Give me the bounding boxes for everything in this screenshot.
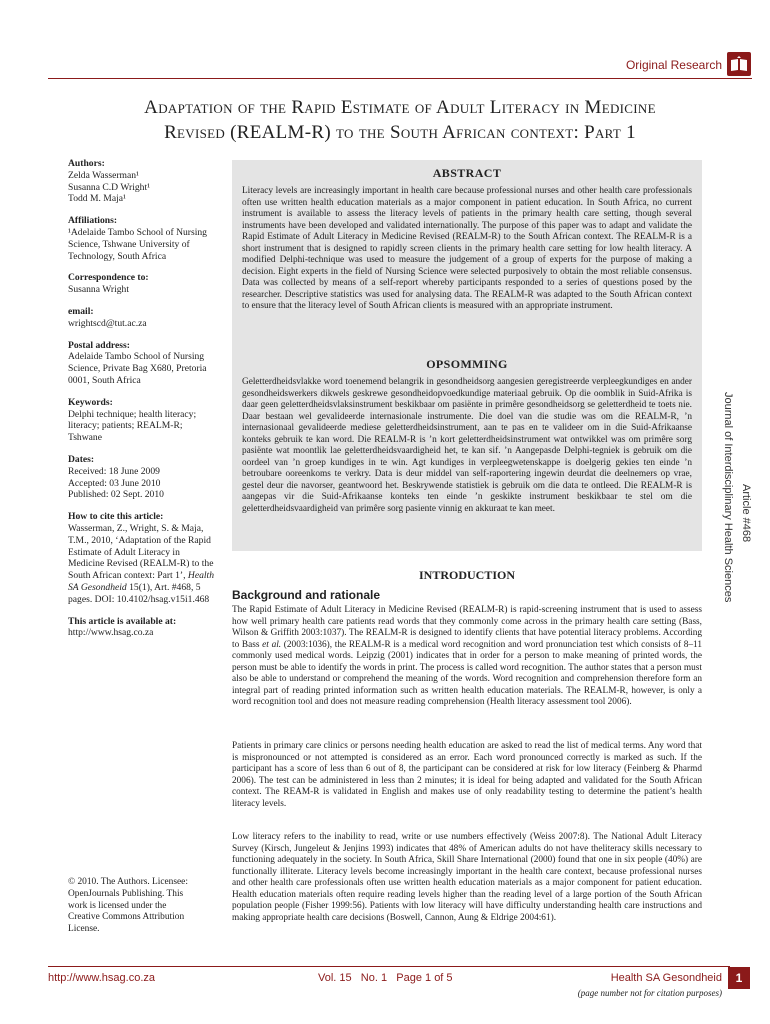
postal-address: Adelaide Tambo School of Nursing Science, Private Bag X680, Pretoria 0001, South Africa	[68, 351, 207, 386]
footer-citation-note: (page number not for citation purposes)	[577, 988, 722, 998]
keywords-text: Delphi technique; health literacy; literacy; patients; REALM-R; Tshwane	[68, 408, 197, 444]
opsomming-box	[232, 351, 702, 551]
correspondence-block	[68, 272, 218, 296]
introduction-heading: INTRODUCTION	[418, 568, 515, 582]
postal-label: Postal address:	[68, 339, 130, 351]
author-name: Susanna C.D Wright¹	[68, 181, 150, 193]
opsomming-heading: OPSOMMING	[426, 357, 508, 371]
paragraph-text: The Rapid Estimate of Adult Literacy in Medicine Revised (REALM-R) is rapid-screening instrument that is used to assess how well primary health care patients read words that they commonly come across in the primary health care setting (Bass, Wilson & Griffith 2003:1037). The REALM-R is designed to identify clients that have potential literacy problems. According to Bass	[232, 605, 702, 650]
author-name: Zelda Wasserman¹	[68, 169, 139, 181]
authors-block	[68, 158, 218, 205]
background-subheading: Background and rationale	[232, 588, 381, 602]
citation-text	[68, 523, 218, 606]
affiliations-block	[68, 215, 218, 262]
availability-url[interactable]: http://www.hsag.co.za	[68, 627, 154, 639]
title-line-1: Adaptation of the Rapid Estimate of Adult Literacy in Medicine	[144, 97, 656, 118]
authors-label: Authors:	[68, 158, 105, 169]
article-number-vertical: Article #468	[740, 484, 752, 543]
dates-block	[68, 454, 218, 501]
affiliation-text: ¹Adelaide Tambo School of Nursing Science, Tshwane University of Technology, South Africa	[68, 226, 207, 262]
email-address[interactable]: wrightscd@tut.ac.za	[68, 317, 147, 329]
affiliations-label: Affiliations:	[68, 215, 118, 227]
open-book-logo-icon	[727, 52, 751, 76]
section-label: Original Research	[625, 58, 722, 72]
abstract-heading: ABSTRACT	[432, 166, 502, 180]
citation-label: How to cite this article:	[68, 511, 164, 523]
citation-post: 15(1), Art. #468, 5 pages. DOI: 10.4102/hsag.v15i1.468	[68, 581, 210, 605]
email-label: email:	[68, 305, 94, 317]
availability-block	[68, 616, 218, 640]
keywords-label: Keywords:	[68, 396, 113, 408]
availability-label: This article is available at:	[68, 615, 177, 627]
title-line-2: Revised (REALM-R) to the South African context: Part 1	[164, 122, 636, 143]
citation-journal: Health SA Gesondheid	[68, 570, 215, 593]
date-published: Published: 02 Sept. 2010	[68, 489, 164, 501]
email-block	[68, 306, 218, 330]
journal-name-vertical: Journal of Interdisciplinary Health Sciences	[722, 392, 734, 603]
header-rule	[48, 78, 752, 79]
footer-rule	[48, 966, 730, 967]
abstract-text: Literacy levels are increasingly important in health care because professional nurses and other health care professionals often use written health education materials as a major component in patient education. In South Africa, no current instrument is available to assess the literacy levels of patients in the primary health care setting, though several instruments have been developed and validated internationally. The purpose of this paper was to adapt and validate the Rapid Estimate of Adult Literacy in Medicine Revised (REALM-R) to the South African context. The REALM-R is a short instrument that is designed to rapidly screen clients in the primary health care setting for low health literacy. A modified Delphi-technique was used to measure the judgement of a group of experts for the purpose of making a decision. Eight experts in the field of Nursing Science were selected purposively to obtain the most reliable consensus. Data was collected by means of a self-report whereby participants responded to a series of questions posed by the researcher. Descriptive statistics was used for analysing data. The REALM-R was adapted to the South African context to ensure that the literacy level of South African clients is measured with an appropriate instrument.	[242, 186, 692, 312]
opsomming-text: Geletterdheidsvlakke word toenemend belangrik in gesondheidsorg aangesien geregistreerde verpleegkundiges en ander gesondheidswerkers dikwels geskrewe gesondheidopvoedkundige materiaal gebruik. Op die oomblik in Suid-Afrika is daar geen geletterdheidsvlaksinstrument beskikbaar om pasiënte in primêre gesondheidsorg se geletterdheid te toets nie. Daar bestaan wel gevalideerde internasionale instrumente. Die doel van die studie was om die REALM-R, ’n internasionaal gevalideerde mediese geletterdheidsinstrument, aan te pas en te valideer om in die Suid-Afrikaanse konteks gebruik te kan word. Die REALM-R is ’n kort geletterdheidsinstrument wat ontwikkel was om primêre sorg pasiënte wat moontlik lae geletterdheidsvaardigheid het, te kan sif. ’n Aangepasde Delphi-tegniek is gebruik om die oordeel van ’n groep kundiges in te win. Agt kundiges in verpleegwetenskappe is doelgerig gekies ten einde ’n betroubare ooreenkoms te verkry. Data is deur middel van self-raportering ingewin deurdat die deelnemers op vrae, gestel deur die navorser, geantwoord het. Beskrywende statistiek is gebruik om die data te ontleed. Die REALM-R is aangepas vir die Suid-Afrikaanse konteks ten einde ’n geskikte instrument beskikbaar te stel om die geletterdheidsvaardigheid van primêre sorg pasiente vinnig en akkuraat te kan meet.	[242, 377, 692, 515]
footer-volume: Vol. 15 No. 1 Page 1 of 5	[318, 972, 453, 984]
page-number-badge: 1	[728, 967, 750, 989]
article-title	[48, 95, 752, 145]
keywords-block	[68, 397, 218, 444]
body-paragraph: Low literacy refers to the inability to read, write or use numbers effectively (Weiss 2007:8). The National Adult Literacy Survey (Kirsch, Jungeleut & Jenjins 1993) indicates that 48% of American adults do not have theliteracy skills necessary to functioning adequately in the society. In South Africa, Skill Share International (2000) found that one in six people (40%) are functionally illiterate. Literacy levels become increasingly important in the health care context, because professional nurses and other health care professionals often use written health education materials as a major component for patient education. Health education materials often require reading levels higher than the reading level of a large portion of the South African population people (Fisher 1999:56). Patients with low literacy will have difficulty understanding health care instructions and making appropriate health care decisions (Boswell, Cannon, Aung & Eldrige 2004:61).	[232, 832, 702, 923]
correspondence-label: Correspondence to:	[68, 272, 149, 284]
vertical-side-text	[722, 392, 762, 636]
footer-url[interactable]: http://www.hsag.co.za	[48, 972, 155, 984]
dates-label: Dates:	[68, 453, 95, 465]
postal-block	[68, 340, 218, 387]
date-received: Received: 18 June 2009	[68, 465, 160, 477]
license-note: © 2010. The Authors. Licensee: OpenJournals Publishing. This work is licensed under the Creative Commons Attribution License.	[68, 877, 188, 935]
date-accepted: Accepted: 03 June 2010	[68, 477, 161, 489]
citation-block	[68, 511, 218, 605]
citation-pre: Wasserman, Z., Wright, S. & Maja, T.M., 2010, ‘Adaptation of the Rapid Estimate of Adult Literacy in Medicine Revised (REALM-R) to the South African context: Part 1’,	[68, 522, 214, 582]
paragraph-text: (2003:1036), the REALM-R is a medical word recognition and word pronunciation test which consists of 8–11 commonly used medical words. Leipzig (2001) indicates that in order for a person to make meaning of printed words, the person must be able to identify the words in print. The process is called word recognition. The author states that a person must also be able to understand or comprehend the meaning of the words. Word recognition and comprehension therefore form an integral part of reading printed information such as written health education materials. The REALM-R, however, is only a word recognition tool and does not measure reading comprehension (Health literacy assessment tool 2006).	[232, 639, 702, 708]
abstract-box	[232, 160, 702, 371]
body-paragraph: Patients in primary care clinics or persons needing health education are asked to read the list of medical terms. Any word that is mispronounced or not attempted is considered as an error. Each word pronounced correctly is marked as such. If the participant has a score of less than 6 out of 8, the participant can be considered at risk for low literacy (Feinberg & Pharmd 2006). The test can be administered in less than 2 minutes; it is ideal for being adapted and validated for the South African context. The REAM-R is validated in English and makes use of only readability testing to determine the patient’s health literacy levels.	[232, 741, 702, 809]
article-sidebar	[68, 158, 218, 649]
author-name: Todd M. Maja¹	[68, 193, 126, 205]
et-al: et al.	[262, 639, 282, 650]
correspondence-name: Susanna Wright	[68, 284, 129, 296]
footer-journal: Health SA Gesondheid	[610, 972, 722, 984]
body-paragraph	[232, 605, 702, 709]
